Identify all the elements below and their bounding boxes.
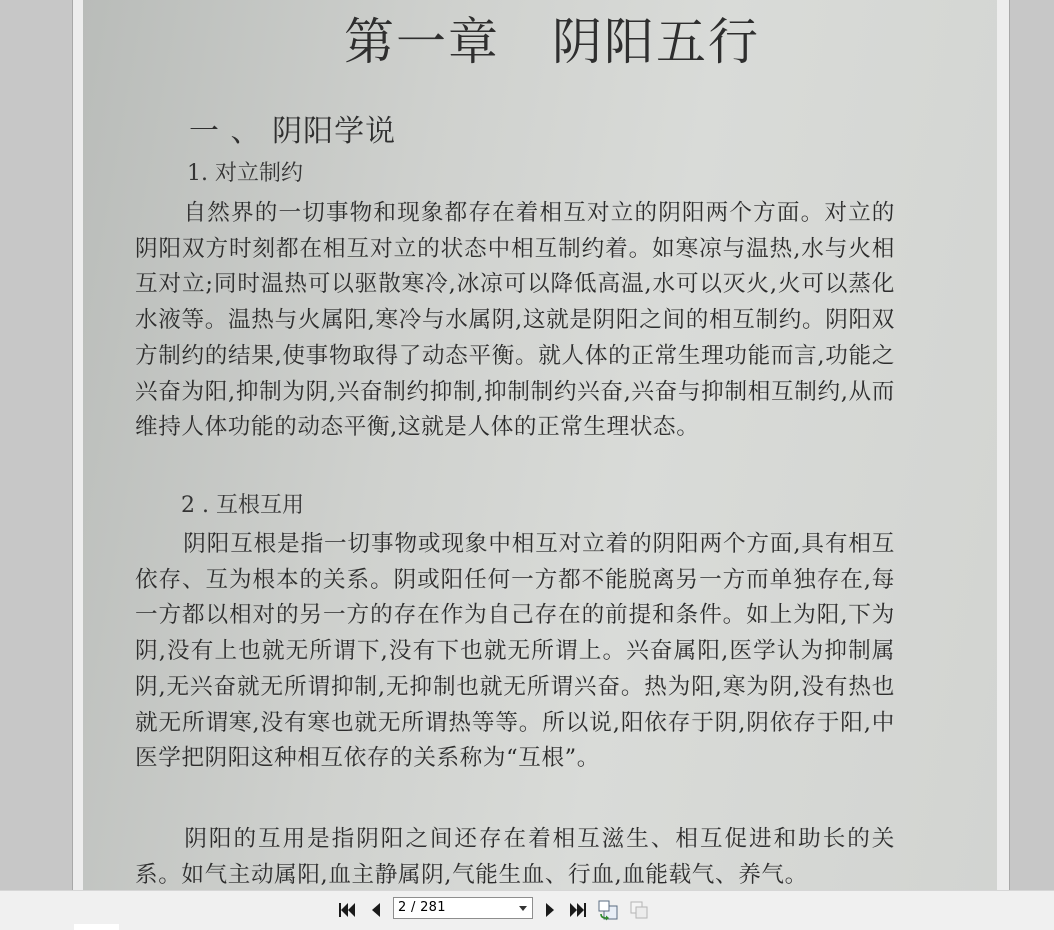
page-image: [83, 0, 997, 890]
paragraph-3: [135, 822, 895, 890]
section-title: 一 、 阴阳学说: [189, 114, 397, 149]
navigation-toolbar: [0, 890, 1054, 930]
previous-page-button[interactable]: [365, 899, 387, 921]
chapter-title: 第一章 阴阳五行: [344, 13, 760, 71]
print-button[interactable]: [628, 899, 650, 921]
first-page-button[interactable]: [336, 899, 358, 921]
paragraph-1-text: 自然界的一切事物和现象都存在着相互对立的阴阳两个方面。对立的阴阳双方时刻都在相互对立的状态中相互制约着。如寒凉与温热,水与火相互对立;同时温热可以驱散寒冷,冰凉可以降低高温,水可以灭火,火可以蒸化水液等。温热与火属阳,寒冷与水属阴,这就是阴阳之间的相互制约。阴阳双方制约的结果,使事物取得了动态平衡。就人体的正常生理功能而言,功能之兴奋为阳,抑制为阴,兴奋制约抑制,抑制制约兴奋,兴奋与抑制相互制约,从而维持人体功能的动态平衡,这就是人体的正常生理状态。: [135, 200, 895, 441]
previous-page-icon: [369, 901, 383, 919]
page-indicator: 2 / 281: [398, 900, 446, 915]
paragraph-2: [135, 527, 895, 777]
last-page-button[interactable]: [567, 899, 589, 921]
last-page-icon: [568, 901, 588, 919]
chevron-down-icon[interactable]: [516, 900, 530, 916]
page-number-select[interactable]: [393, 897, 533, 919]
first-page-icon: [337, 901, 357, 919]
next-page-button[interactable]: [539, 899, 561, 921]
subsection-heading-1: 1. 对立制约: [187, 161, 303, 186]
page-frame: [72, 0, 1010, 890]
rotate-view-button[interactable]: [597, 899, 619, 921]
thumbnail-tab[interactable]: [74, 924, 119, 930]
rotate-view-icon: [597, 899, 619, 921]
paragraph-3-text: 阴阳的互用是指阴阳之间还存在着相互滋生、相互促进和助长的关系。如气主动属阳,血主静属阴,气能生血、行血,血能载气、养气。: [135, 826, 895, 888]
paragraph-1: [135, 196, 895, 446]
next-page-icon: [543, 901, 557, 919]
paragraph-2-text: 阴阳互根是指一切事物或现象中相互对立着的阴阳两个方面,具有相互依存、互为根本的关系。阴或阳任何一方都不能脱离另一方而单独存在,每一方都以相对的另一方的存在作为自己存在的前提和条件。如上为阳,下为阴,没有上也就无所谓下,没有下也就无所谓上。兴奋属阳,医学认为抑制属阴,无兴奋就无所谓抑制,无抑制也就无所谓兴奋。热为阳,寒为阴,没有热也就无所谓寒,没有寒也就无所谓热等等。所以说,阳依存于阴,阴依存于阳,中医学把阴阳这种相互依存的关系称为“互根”。: [135, 531, 895, 772]
subsection-heading-2: 2 . 互根互用: [181, 493, 304, 518]
print-icon: [628, 899, 650, 921]
